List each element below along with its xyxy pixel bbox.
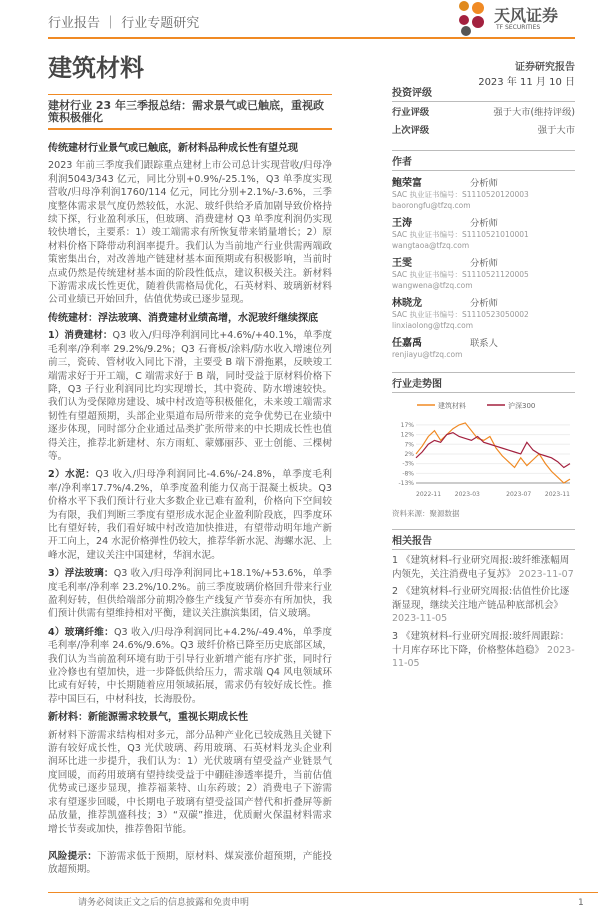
rating-row xyxy=(392,102,575,120)
subtitle-divider-top xyxy=(48,94,332,95)
item-cement xyxy=(48,468,332,562)
item-label: 4）玻璃纤维： xyxy=(48,626,114,638)
author-role: 分析师 xyxy=(470,178,498,189)
rating-key: 上次评级 xyxy=(392,125,430,136)
y-tick-label: 2% xyxy=(404,450,414,458)
page-number: 1 xyxy=(578,898,584,908)
chart-source: 资料来源：聚源数据 xyxy=(392,509,460,518)
y-tick-label: 12% xyxy=(400,431,414,439)
subtitle-divider-bottom xyxy=(48,128,332,130)
author-sac: SAC 执业证书编号：S1110521010001 xyxy=(392,230,529,239)
trend-heading: 行业走势图 xyxy=(392,372,575,393)
author-role: 分析师 xyxy=(470,298,498,309)
author-entry xyxy=(392,254,575,291)
rating-row xyxy=(392,120,575,138)
disclaimer: 请务必阅读正文之后的信息披露和免责申明 xyxy=(78,898,250,908)
x-tick-label: 2023-07 xyxy=(506,491,532,498)
authors-list xyxy=(392,174,575,360)
author-role: 分析师 xyxy=(470,258,498,269)
author-name: 王涛 xyxy=(392,218,412,229)
author-entry xyxy=(392,214,575,251)
section-heading: 传统建材行业景气或已触底，新材料品种成长性有望兑现 xyxy=(48,143,298,154)
header-divider xyxy=(48,37,575,39)
rating-value: 强于大市(维持评级) xyxy=(493,107,575,118)
author-entry xyxy=(392,334,575,360)
item-text: Q3 收入/归母净利润同比-4.6%/-24.8%，单季度毛利率/净利率17.7%/4.2%，单季度盈利能力仅高于混凝土板块。Q3 价格水平下我们预计行业大多数企业已难有盈利，价格向下空间较为有限，我们判断三季度有望形成水泥企业盈利阶段底，四季度环比有望好转，我们看好城中村改造加快推进，有望带动明年地产新开工向上，24 水泥价格弹性仍较大，推荐华新水泥、海螺水泥、上峰水泥，建议关注中国建材，华润水泥。 xyxy=(48,469,332,561)
authors-heading: 作者 xyxy=(392,150,575,171)
item-glass-fiber xyxy=(48,626,332,706)
main-body xyxy=(48,142,332,882)
author-role: 联系人 xyxy=(470,338,498,349)
logo-text: 天风证券 xyxy=(494,6,559,25)
tf-securities-logo xyxy=(454,0,574,36)
risk-text: 下游需求低于预期，原材料、煤炭涨价超预期，产能投放超预期。 xyxy=(48,850,333,876)
author-entry xyxy=(392,294,575,331)
rating-heading: 投资评级 xyxy=(392,82,575,102)
x-tick-label: 2022-11 xyxy=(416,491,442,498)
author-name: 王雯 xyxy=(392,258,412,269)
related-report[interactable] xyxy=(392,630,575,671)
author-email[interactable]: baorongfu@tfzq.com xyxy=(392,201,471,210)
author-email[interactable]: renjiayu@tfzq.com xyxy=(392,350,463,359)
author-entry xyxy=(392,174,575,211)
footer-divider xyxy=(48,892,598,893)
sidebar xyxy=(392,76,575,671)
author-role: 分析师 xyxy=(470,218,498,229)
item-text: Q3 收入/归母净利润同比+4.6%/+40.1%，单季度毛利率/净利率 29.2%/9.2%；Q3 石膏板/涂料/防水收入增速位列前三，瓷砖、管材收入同比下滑，主要受 B 端下滑拖累，反映竣工端需求好于开工端，C 端需求好于 B 端，同时受益于原材料价格下降，Q3 子行业利润同比均实现增长，其中瓷砖、防水增速较快。我们认为受保障房建设、城中村改造等积极催化，未来竣工端需求韧性有望超预期，头部企业渠道布局所带来的竞争优势已在业绩中逐步体现，同时部分企业通过品类扩张所带来的中长期成长性也值得关注，推荐北新建材、东方雨虹、蒙娜丽莎、亚士创能、三棵树等。 xyxy=(48,330,332,462)
related-list xyxy=(392,554,575,671)
section-heading: 新材料：新能源需求较景气，重视长期成长性 xyxy=(48,712,248,724)
y-tick-label: 7% xyxy=(404,441,414,449)
author-sac: SAC 执业证书编号：S1110523050002 xyxy=(392,310,529,319)
rating-key: 行业评级 xyxy=(392,107,430,118)
page-title: 建筑材料 xyxy=(48,54,144,82)
y-tick-label: -13% xyxy=(398,480,414,487)
x-tick-label: 2023-11 xyxy=(544,491,570,498)
author-name: 任嘉禹 xyxy=(392,338,422,349)
legend-label: 沪深300 xyxy=(508,402,536,410)
related-report-title[interactable]: 3 《建筑材料-行业研究周报:玻纤周跟踪：十月库存环比下降，价格整体趋稳》 xyxy=(392,630,570,656)
breadcrumb: 行业报告 ｜ 行业专题研究 xyxy=(48,16,200,31)
logo-subtext: TF SECURITIES xyxy=(496,24,541,31)
item-float-glass xyxy=(48,567,332,621)
author-email[interactable]: wangtaoa@tfzq.com xyxy=(392,241,470,250)
author-sac: SAC 执业证书编号：S1110521120005 xyxy=(392,270,529,279)
risk-warning xyxy=(48,850,332,877)
item-text: Q3 收入/归母净利润同比+4.2%/-49.4%，单季度毛利率/净利率 24.6%/9.6%。Q3 玻纤价格已降至历史底部区域，我们认为当前盈利环境有助于引导行业新增产能有序扩张，同时行业冷修也有望加快，进一步降低供给压力，需求端 Q4 风电领域环比或有好转，中长期随着应用领域拓展，需求仍有较好成长性。推荐中国巨石，中材科技，长海股份。 xyxy=(48,626,332,705)
risk-label: 风险提示： xyxy=(48,850,98,862)
section-heading: 传统建材：浮法玻璃、消费建材业绩高增，水泥玻纤继续探底 xyxy=(48,312,318,324)
rating-value: 强于大市 xyxy=(537,125,575,136)
related-heading: 相关报告 xyxy=(392,529,575,550)
item-label: 3）浮法玻璃： xyxy=(48,568,114,580)
related-report-date: 2023-11-05 xyxy=(392,644,575,670)
industry-trend-chart xyxy=(392,393,575,501)
report-date: 2023 年 11 月 10 日 xyxy=(478,77,575,88)
related-report-title[interactable]: 1 《建筑材料-行业研究周报:玻纤维涨幅周内领先，关注消费电子复苏》 xyxy=(392,555,570,580)
report-type: 证券研究报告 xyxy=(515,62,575,73)
related-report-date: 2023-11-07 xyxy=(518,568,574,580)
item-consumer-building xyxy=(48,329,332,463)
author-email[interactable]: linxiaolong@tfzq.com xyxy=(392,321,473,330)
author-email[interactable]: wangwena@tfzq.com xyxy=(392,281,473,290)
item-text: Q3 收入/归母净利润同比+18.1%/+53.6%，单季度毛利率/净利率 23.2%/10.2%。前三季度玻璃价格回升带来行业盈利好转，但供给端部分前期冷修生产线复产节奏亦有所加快，我们预计供需有望维持相对平衡，建议关注旗滨集团，信义玻璃。 xyxy=(48,568,332,620)
item-label: 1）消费建材： xyxy=(48,330,113,342)
logo-mark-icon xyxy=(454,0,494,36)
author-name: 林晓龙 xyxy=(392,298,422,309)
series-line-建筑材料 xyxy=(416,423,570,483)
related-report[interactable] xyxy=(392,554,575,581)
item-label: 2）水泥： xyxy=(48,469,96,481)
related-report-title[interactable]: 2 《建筑材料-行业研究周报:估值性价比逐渐显现，继续关注地产链品种底部机会》 xyxy=(392,586,570,611)
x-tick-label: 2023-03 xyxy=(454,491,480,498)
summary-paragraph: 2023 年前三季度我们跟踪重点建材上市公司总计实现营收/归母净利润5043/343 亿元，同比分别+0.9%/-25.1%，Q3 单季度实现营收/归母净利润1760/114 亿元，同比分别+2.1%/-3.6%，三季度整体需求景气度仍然较低，水泥、玻纤供给矛盾加剧导致价格持续下探，行业盈利承压，但玻璃、消费建材 Q3 单季度利润仍实现较快增长，主要系：1）竣工端需求有所恢复带来销量增长；2）原材料价格下降带动利润率提升。我们认为当前地产行业供需两端政策密集出台，对改善地产链建材基本面预期或有积极影响，当前时点或仍然是传统建材基本面的阶段性低点，建议积极关注。新材料下游需求成长性更优，随着供需格局优化，石英材料、玻璃新材料公司业绩已开始回升，估值优势或已逐步显现。 xyxy=(48,160,332,306)
related-report[interactable] xyxy=(392,585,575,626)
author-sac: SAC 执业证书编号：S1110520120003 xyxy=(392,190,529,199)
y-tick-label: -8% xyxy=(402,470,414,478)
subtitle: 建材行业 23 年三季报总结：需求景气或已触底，重视政策积极催化 xyxy=(48,99,324,124)
legend-label: 建筑材料 xyxy=(438,402,466,410)
y-tick-label: -3% xyxy=(402,460,414,468)
new-materials-paragraph: 新材料下游需求结构相对多元，部分品种产业化已较成熟且关键下游有较好成长性，Q3 光伏玻璃、药用玻璃、石英材料龙头企业利润环比进一步提升，我们认为：1）光伏玻璃有望受益产业链景气度回暖，而药用玻璃有望持续受益于中硼硅渗透率提升，当前估值优势或已逐步显现，推荐福莱特、山东药玻；2）消费电子下游需求有望逐步回暖，中长期电子玻璃有望受益国产替代和折叠屏等新品放量，推荐凯盛科技；3）“双碳”推进，优质耐火保温材料需求增长节奏或加快，推荐鲁阳节能。 xyxy=(48,729,332,835)
related-report-date: 2023-11-05 xyxy=(392,613,448,625)
author-name: 鲍荣富 xyxy=(392,178,422,189)
y-tick-label: 17% xyxy=(400,421,414,429)
